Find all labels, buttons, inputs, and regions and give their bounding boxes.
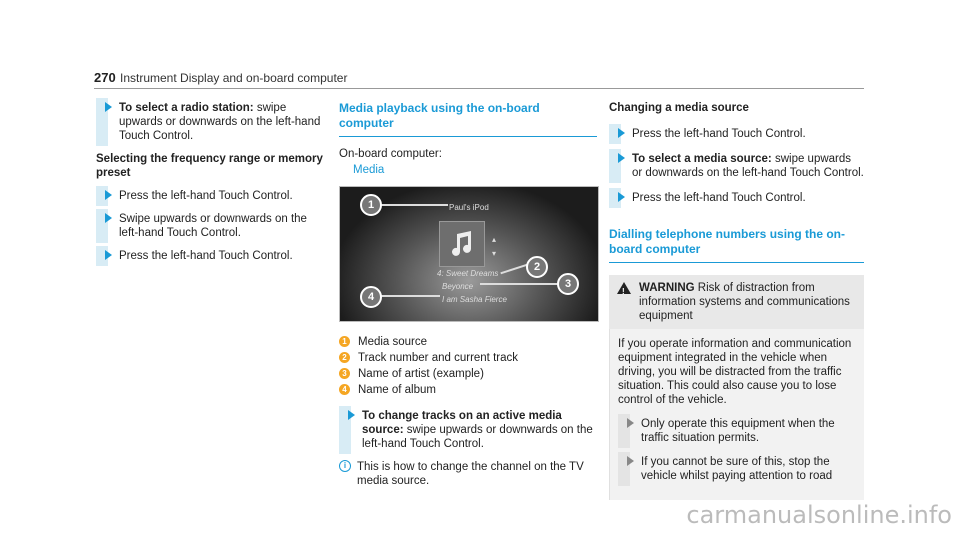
section-title-media: Media playback using the on-board computer — [339, 101, 597, 137]
note-text: This is how to change the channel on the TV media source. — [357, 461, 584, 487]
callout-line — [480, 283, 558, 285]
step-select-radio-station — [96, 101, 326, 143]
legend-number: 1 — [339, 336, 350, 347]
step-text: If you cannot be sure of this, stop the vehicle whilst paying attention to road — [641, 456, 833, 482]
warning-icon-mark: ! — [622, 287, 625, 296]
warning-body-text: If you operate information and communication equipment integrated in the vehicle when driving, you will be distracted from the traffic situation. This could also cause you to lose control of the vehicle. — [618, 338, 852, 406]
callout-3: 3 — [557, 273, 579, 295]
step-item — [609, 191, 864, 205]
step-text: swipe upwards or downwards on the left-hand Touch Control. — [632, 153, 864, 179]
step-arrow-icon — [627, 418, 634, 428]
info-icon: i — [339, 460, 351, 472]
legend — [339, 335, 597, 397]
warning-label: WARNING — [639, 282, 695, 294]
step-arrow-icon — [348, 410, 355, 420]
step-text: Press the left-hand Touch Control. — [119, 190, 293, 202]
intro-text: On-board computer: — [339, 148, 442, 160]
display-screenshot — [339, 186, 599, 322]
callout-line — [378, 295, 440, 297]
screen-track-text: 4: Sweet Dreams — [437, 269, 499, 278]
legend-item — [339, 335, 597, 349]
step-text: Only operate this equipment when the traffic situation permits. — [641, 418, 835, 444]
subhead-changing-media: Changing a media source — [609, 102, 749, 114]
step-item — [96, 249, 326, 263]
step-item — [96, 189, 326, 203]
step-arrow-icon — [105, 102, 112, 112]
subhead-frequency: Selecting the frequency range or memory preset — [96, 153, 323, 179]
warning-header — [609, 275, 864, 329]
step-item — [609, 127, 864, 141]
screen-artist-text: Beyonce — [442, 282, 474, 291]
step-text: swipe upwards or downwards on the left-hand Touch Control. — [362, 424, 593, 450]
legend-number: 4 — [339, 384, 350, 395]
legend-number: 3 — [339, 368, 350, 379]
callout-2: 2 — [526, 256, 548, 278]
warning-step — [618, 455, 856, 483]
legend-text: Track number and current track — [358, 352, 518, 364]
callout-4: 4 — [360, 286, 382, 308]
column-1 — [96, 101, 326, 272]
updown-icon: ▴ ▾ — [492, 235, 497, 258]
column-3 — [609, 101, 864, 500]
warning-body — [609, 329, 864, 500]
step-text: swipe upwards or downwards on the left-hand Touch Control. — [119, 102, 321, 142]
legend-item — [339, 351, 597, 365]
legend-item — [339, 383, 597, 397]
step-text: Swipe upwards or downwards on the left-hand Touch Control. — [119, 213, 307, 239]
column-2 — [339, 101, 597, 488]
info-note — [339, 460, 597, 488]
step-arrow-icon — [618, 153, 625, 163]
legend-text: Name of album — [358, 384, 436, 396]
warning-step — [618, 417, 856, 445]
legend-text: Media source — [358, 336, 428, 348]
page-number: 270 — [94, 70, 116, 85]
step-arrow-icon — [627, 456, 634, 466]
step-bold: To select a radio station: — [119, 102, 254, 114]
step-arrow-icon — [105, 250, 112, 260]
step-item — [96, 212, 326, 240]
header-divider — [94, 88, 864, 89]
header-title: Instrument Display and on-board computer — [120, 71, 348, 85]
media-label: Media — [353, 164, 385, 176]
step-arrow-icon — [618, 192, 625, 202]
step-arrow-icon — [105, 190, 112, 200]
legend-number: 2 — [339, 352, 350, 363]
legend-item — [339, 367, 597, 381]
step-arrow-icon — [618, 128, 625, 138]
warning-box — [609, 275, 864, 500]
step-change-tracks — [339, 409, 597, 451]
step-text: Press the left-hand Touch Control. — [632, 192, 806, 204]
callout-1: 1 — [360, 194, 382, 216]
album-art-icon — [439, 221, 485, 267]
section-title-dialling: Dialling telephone numbers using the on-board computer — [609, 227, 864, 263]
music-note-icon — [440, 222, 484, 266]
legend-text: Name of artist (example) — [358, 368, 484, 380]
step-bold: To select a media source: — [632, 153, 772, 165]
screen-source-text: Paul's iPod — [449, 203, 489, 212]
step-select-media-source — [609, 152, 864, 180]
step-arrow-icon — [105, 213, 112, 223]
callout-line — [378, 204, 448, 206]
step-text: Press the left-hand Touch Control. — [632, 128, 806, 140]
step-bold: To change tracks on an active media source: — [362, 410, 562, 436]
step-text: Press the left-hand Touch Control. — [119, 250, 293, 262]
warning-head-text: Risk of distraction from information systems and communications equipment — [639, 282, 850, 322]
watermark: carmanualsonline.info — [686, 501, 952, 529]
screen-album-text: I am Sasha Fierce — [442, 295, 507, 304]
